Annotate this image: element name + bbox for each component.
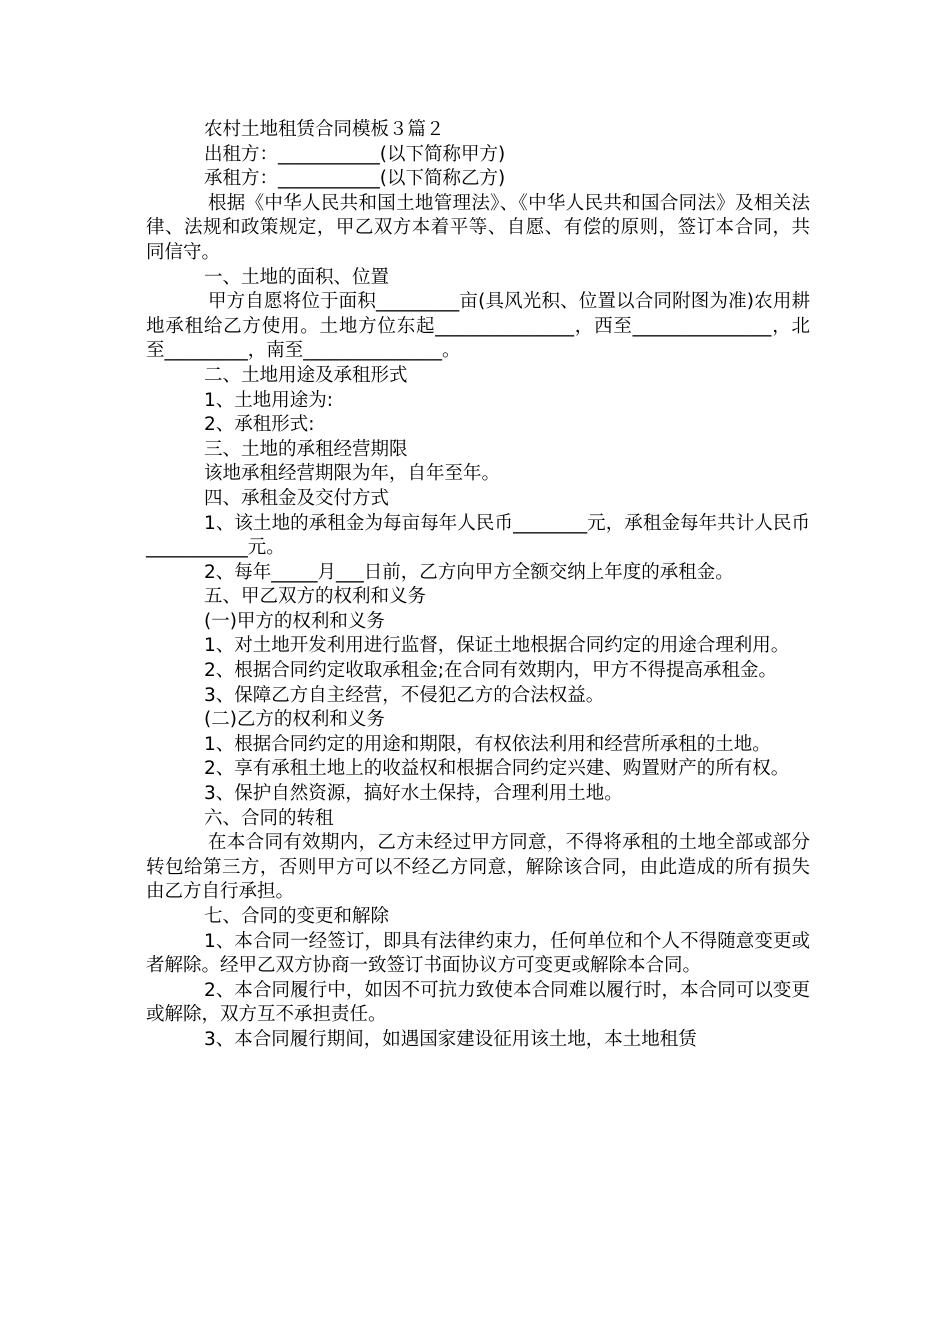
section-6-heading: 六、合同的转租 [204,807,334,829]
section-5b-heading: (二)乙方的权利和义务 [204,709,385,731]
lessee-line: 承租方：___________(以下简称乙方) [204,168,506,190]
section-3-paragraph: 该地承租经营期限为年，自年至年。 [204,463,501,485]
section-7-item-2: 2、本合同履行中，如因不可抗力致使本合同难以履行时，本合同可以变更或解除，双方互不承担责任。 [146,979,810,1026]
section-5b-item-2: 2、享有承租土地上的收益权和根据合同约定兴建、购置财产的所有权。 [204,758,790,780]
section-5a-heading: (一)甲方的权利和义务 [204,610,385,632]
section-6-paragraph: 在本合同有效期内，乙方未经过甲方同意，不得将承租的土地全部或部分转包给第三方，否则甲方可以不经乙方同意，解除该合同，由此造成的所有损失由乙方自行承担。 [146,832,810,903]
section-7-item-1: 1、本合同一经签订，即具有法律约束力，任何单位和个人不得随意变更或者解除。经甲乙双方协商一致签订书面协议方可变更或解除本合同。 [146,930,810,977]
section-1-heading: 一、土地的面积、位置 [204,266,390,288]
section-5a-item-2: 2、根据合同约定收取承租金;在合同有效期内，甲方不得提高承租金。 [204,660,778,682]
section-5a-item-3: 3、保障乙方自主经营，不侵犯乙方的合法权益。 [204,684,605,706]
section-4-item-1: 1、该土地的承租金为每亩每年人民币________元，承租金每年共计人民币___________元。 [146,512,810,559]
section-4-heading: 四、承租金及交付方式 [204,487,390,509]
section-2-item-2: 2、承租形式: [204,414,315,436]
section-7-item-3: 3、本合同履行期间，如遇国家建设征用该土地，本土地租赁 [204,1028,697,1050]
contract-body [146,118,810,1053]
section-7-heading: 七、合同的变更和解除 [204,906,390,927]
document-title: 农村土地租赁合同模板３篇２ [204,119,445,140]
section-4-item-2: 2、每年_____月___日前，乙方向甲方全额交纳上年度的承租金。 [204,561,734,583]
section-5a-item-1: 1、对土地开发利用进行监督，保证土地根据合同约定的用途合理利用。 [204,635,790,657]
section-5b-item-1: 1、根据合同约定的用途和期限，有权依法利用和经营所承租的土地。 [204,733,771,755]
preamble-paragraph: 根据《中华人民共和国土地管理法》、《中华人民共和国合同法》及相关法律、法规和政策规定，甲乙双方本着平等、自愿、有偿的原则，签订本合同，共同信守。 [146,192,810,263]
section-1-paragraph: 甲方自愿将位于面积_________亩(具风光积、位置以合同附图为准)农用耕地承租给乙方使用。土地方位东起_______________，西至_______________，北至_________，南至_______________。 [146,291,810,362]
section-3-heading: 三、土地的承租经营期限 [204,438,408,460]
section-5-heading: 五、甲乙双方的权利和义务 [204,586,427,608]
section-2-heading: 二、土地用途及承租形式 [204,364,408,386]
lessor-line: 出租方：___________(以下简称甲方) [204,143,506,165]
section-2-item-1: 1、土地用途为: [204,389,334,411]
section-5b-item-3: 3、保护自然资源，搞好水土保持，合理利用土地。 [204,783,623,805]
